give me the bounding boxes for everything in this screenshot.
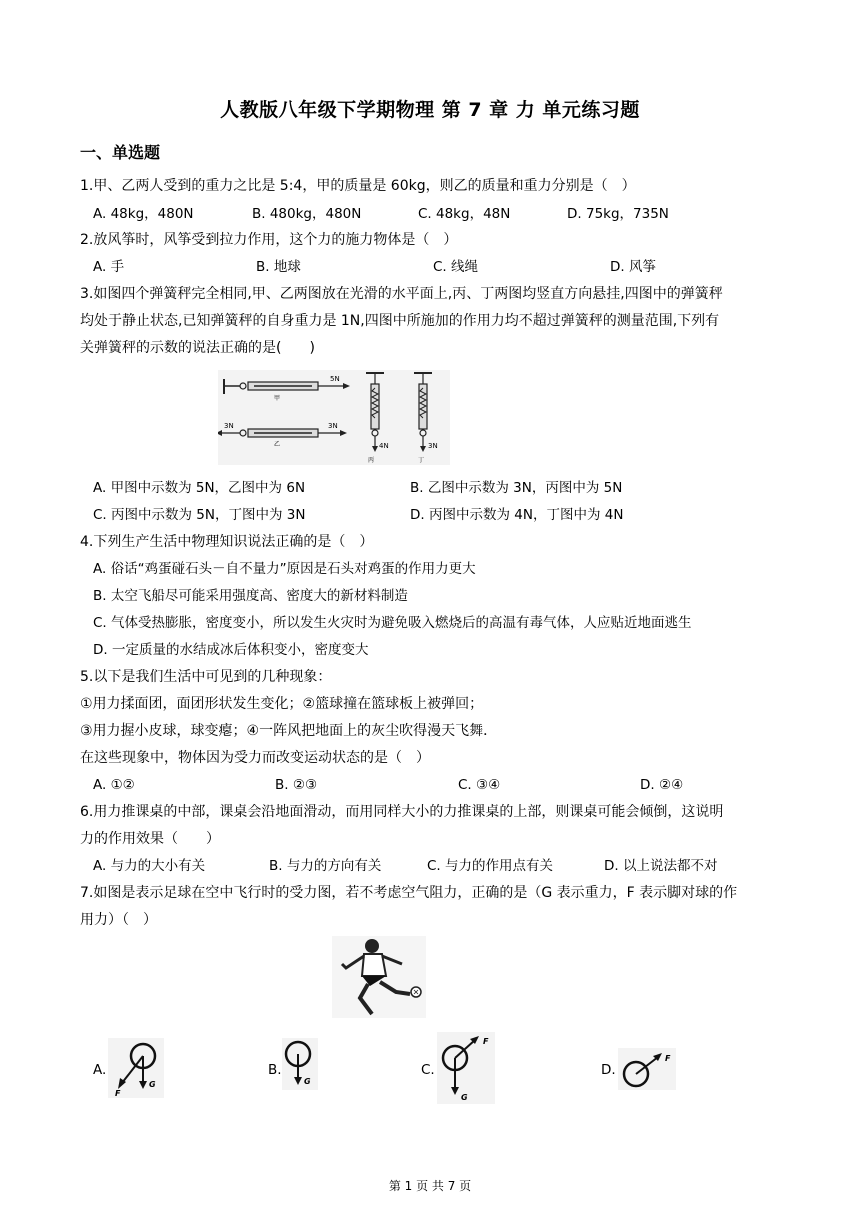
- force-diagram-d[interactable]: [618, 1048, 676, 1090]
- question-4-option-d[interactable]: D. 一定质量的水结成冰后体积变小，密度变大: [93, 642, 369, 658]
- question-6-option-a[interactable]: A. 与力的大小有关: [93, 858, 206, 874]
- question-7-option-b[interactable]: B.: [268, 1062, 282, 1078]
- force-3n-left-label: 3N: [224, 422, 234, 430]
- question-5-stem: 5.以下是我们生活中可见到的几种现象：: [80, 669, 332, 685]
- figure-bing-label: 丙: [368, 457, 375, 464]
- question-4-option-b[interactable]: B. 太空飞船尽可能采用强度高、密度大的新材料制造: [93, 588, 408, 604]
- question-3-option-b[interactable]: B. 乙图中示数为 3N，丙图中为 5N: [410, 480, 623, 496]
- force-g-label: G: [304, 1077, 311, 1086]
- question-3-option-a[interactable]: A. 甲图中示数为 5N，乙图中为 6N: [93, 480, 306, 496]
- question-6-option-b[interactable]: B. 与力的方向有关: [269, 858, 382, 874]
- page-footer: 第 1 页 共 7 页: [388, 1179, 472, 1193]
- question-3-option-d[interactable]: D. 丙图中示数为 4N，丁图中为 4N: [410, 507, 624, 523]
- question-4-stem: 4.下列生产生活中物理知识说法正确的是（ ）: [80, 534, 374, 550]
- force-3n-right-label: 3N: [328, 422, 338, 430]
- question-3-stem-line: 均处于静止状态,已知弹簧秤的自身重力是 1N,四图中所施加的作用力均不超过弹簧秤的测量范围,下列有: [80, 313, 720, 329]
- question-1-option-a[interactable]: A. 48kg，480N: [93, 206, 194, 222]
- force-diagram-a[interactable]: [108, 1038, 164, 1098]
- question-5-option-a[interactable]: A. ①②: [93, 777, 135, 793]
- question-7-stem-line: 用力）（ ）: [80, 912, 157, 928]
- force-diagram-c[interactable]: [437, 1032, 495, 1104]
- force-5n-label: 5N: [330, 375, 340, 383]
- force-3n-down-label: 3N: [428, 442, 438, 450]
- question-1-stem: 1.甲、乙两人受到的重力之比是 5:4，甲的质量是 60kg，则乙的质量和重力分别是（ ）: [80, 178, 636, 194]
- question-7-stem-line: 7.如图是表示足球在空中飞行时的受力图，若不考虑空气阻力，正确的是（G 表示重力，F 表示脚对球的作: [80, 885, 738, 901]
- force-f-label: F: [483, 1037, 489, 1046]
- force-f-label: F: [665, 1054, 671, 1063]
- force-4n-label: 4N: [379, 442, 389, 450]
- question-3-option-c[interactable]: C. 丙图中示数为 5N，丁图中为 3N: [93, 507, 306, 523]
- force-f-label: F: [115, 1089, 121, 1098]
- question-6-option-c[interactable]: C. 与力的作用点有关: [427, 858, 554, 874]
- question-5-prompt: 在这些现象中，物体因为受力而改变运动状态的是（ ）: [80, 750, 430, 766]
- question-2-option-b[interactable]: B. 地球: [256, 259, 301, 275]
- page-title: 人教版八年级下学期物理 第 7 章 力 单元练习题: [220, 99, 640, 121]
- question-5-phenomena-line: ①用力揉面团，面团形状发生变化；②篮球撞在篮球板上被弹回；: [80, 696, 484, 712]
- question-3-stem-line: 3.如图四个弹簧秤完全相同,甲、乙两图放在光滑的水平面上,丙、丁两图均竖直方向悬挂,四图中的弹簧秤: [80, 286, 723, 302]
- figure-ding-label: 丁: [418, 457, 425, 464]
- question-6-stem-line: 力的作用效果（ ）: [80, 831, 220, 847]
- question-2-option-c[interactable]: C. 线绳: [433, 259, 479, 275]
- question-1-option-c[interactable]: C. 48kg，48N: [418, 206, 511, 222]
- question-7-option-d[interactable]: D.: [601, 1062, 616, 1078]
- question-2-option-a[interactable]: A. 手: [93, 259, 125, 275]
- question-5-option-d[interactable]: D. ②④: [640, 777, 684, 793]
- question-7-option-a[interactable]: A.: [93, 1062, 107, 1078]
- force-g-label: G: [149, 1080, 156, 1089]
- question-1-option-d[interactable]: D. 75kg，735N: [567, 206, 669, 222]
- question-5-option-b[interactable]: B. ②③: [275, 777, 318, 793]
- question-6-option-d[interactable]: D. 以上说法都不对: [604, 858, 718, 874]
- soccer-player-image: [332, 936, 426, 1018]
- question-1-option-b[interactable]: B. 480kg，480N: [252, 206, 362, 222]
- question-3-stem-line: 关弹簧秤的示数的说法正确的是( ): [80, 340, 315, 356]
- question-7-option-c[interactable]: C.: [421, 1062, 435, 1078]
- question-2-stem: 2.放风筝时，风筝受到拉力作用，这个力的施力物体是（ ）: [80, 232, 458, 248]
- force-g-label: G: [461, 1093, 468, 1102]
- question-4-option-c[interactable]: C. 气体受热膨胀，密度变小，所以发生火灾时为避免吸入燃烧后的高温有毒气体，人应贴近地面逃生: [93, 615, 692, 631]
- question-2-option-d[interactable]: D. 风筝: [610, 259, 656, 275]
- question-5-phenomena-line: ③用力握小皮球，球变瘪；④一阵风把地面上的灰尘吹得漫天飞舞．: [80, 723, 498, 739]
- section-heading: 一、单选题: [80, 143, 161, 162]
- question-6-stem-line: 6.用力推课桌的中部，课桌会沿地面滑动，而用同样大小的力推课桌的上部，则课桌可能会倾倒，这说明: [80, 804, 724, 820]
- force-diagram-b[interactable]: [282, 1038, 318, 1090]
- figure-yi-label: 乙: [274, 441, 281, 448]
- figure-jia-label: 甲: [274, 395, 281, 402]
- question-5-option-c[interactable]: C. ③④: [458, 777, 501, 793]
- question-4-option-a[interactable]: A. 俗话“鸡蛋碰石头－自不量力”原因是石头对鸡蛋的作用力更大: [93, 561, 476, 577]
- spring-scale-figure: [218, 370, 450, 465]
